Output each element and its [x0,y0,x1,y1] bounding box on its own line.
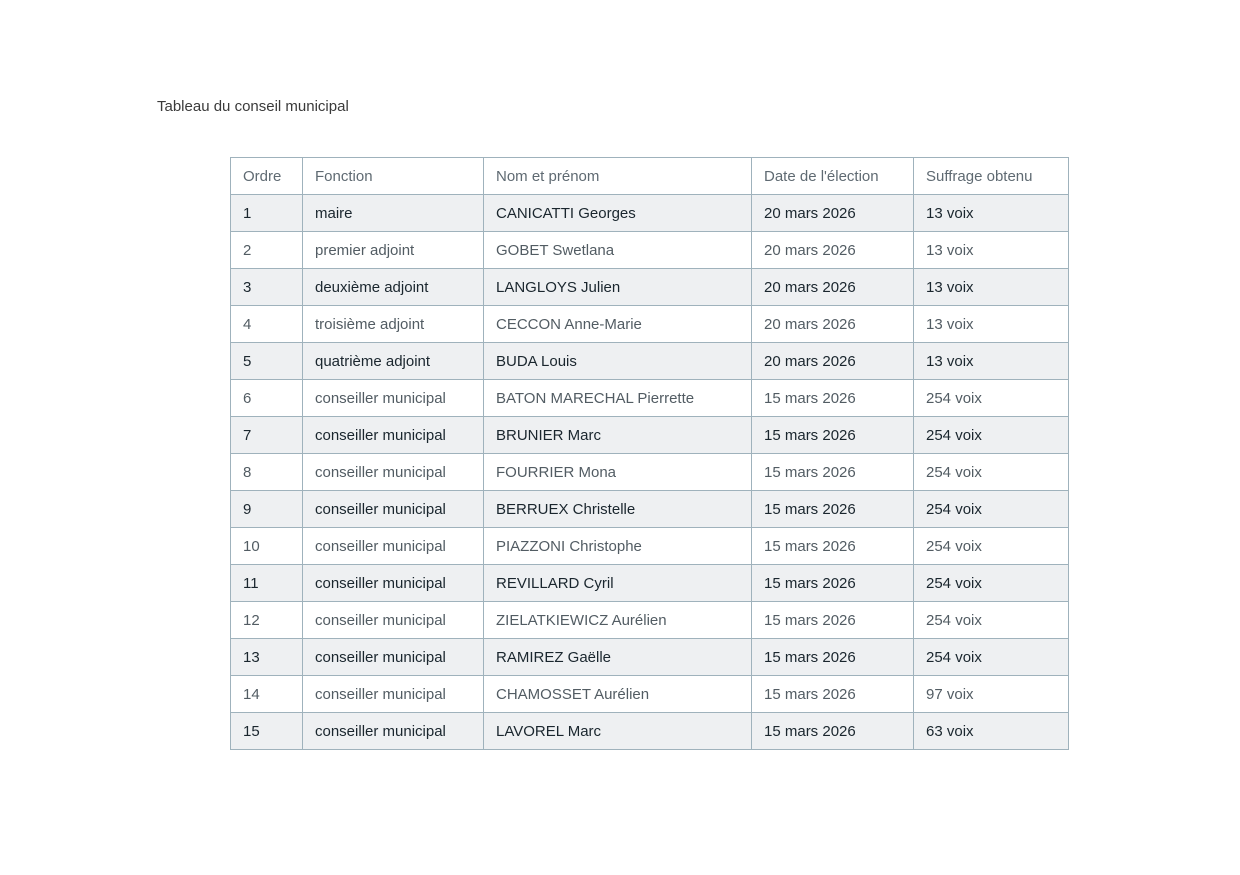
council-table [230,157,1069,750]
cell-ordre: 15 [231,713,303,750]
cell-ordre: 7 [231,417,303,454]
cell-date: 15 mars 2026 [752,528,914,565]
cell-ordre: 2 [231,232,303,269]
column-header-fonction: Fonction [303,158,484,195]
cell-date: 20 mars 2026 [752,306,914,343]
cell-fonction: premier adjoint [303,232,484,269]
cell-ordre: 5 [231,343,303,380]
cell-suffrage: 254 voix [914,491,1069,528]
cell-nom: PIAZZONI Christophe [484,528,752,565]
table-body [231,195,1069,750]
cell-suffrage: 13 voix [914,269,1069,306]
cell-fonction: conseiller municipal [303,565,484,602]
cell-nom: BRUNIER Marc [484,417,752,454]
cell-fonction: conseiller municipal [303,417,484,454]
cell-fonction: maire [303,195,484,232]
cell-ordre: 11 [231,565,303,602]
cell-date: 20 mars 2026 [752,232,914,269]
cell-ordre: 6 [231,380,303,417]
cell-date: 20 mars 2026 [752,343,914,380]
cell-suffrage: 254 voix [914,565,1069,602]
table-row [231,195,1069,232]
cell-fonction: conseiller municipal [303,454,484,491]
column-header-ordre: Ordre [231,158,303,195]
cell-fonction: conseiller municipal [303,602,484,639]
table-row [231,676,1069,713]
page-title: Tableau du conseil municipal [157,98,349,115]
table-row [231,269,1069,306]
cell-suffrage: 254 voix [914,454,1069,491]
cell-suffrage: 254 voix [914,602,1069,639]
cell-date: 15 mars 2026 [752,602,914,639]
cell-nom: CHAMOSSET Aurélien [484,676,752,713]
cell-date: 15 mars 2026 [752,417,914,454]
cell-nom: CECCON Anne-Marie [484,306,752,343]
cell-fonction: deuxième adjoint [303,269,484,306]
cell-suffrage: 254 voix [914,380,1069,417]
cell-fonction: conseiller municipal [303,639,484,676]
cell-suffrage: 254 voix [914,639,1069,676]
cell-date: 15 mars 2026 [752,676,914,713]
cell-nom: REVILLARD Cyril [484,565,752,602]
table-row [231,343,1069,380]
column-header-date: Date de l'élection [752,158,914,195]
cell-fonction: quatrième adjoint [303,343,484,380]
cell-nom: FOURRIER Mona [484,454,752,491]
cell-nom: BERRUEX Christelle [484,491,752,528]
table-row [231,639,1069,676]
cell-ordre: 14 [231,676,303,713]
column-header-suffrage: Suffrage obtenu [914,158,1069,195]
table-row [231,454,1069,491]
cell-date: 15 mars 2026 [752,454,914,491]
table-row [231,528,1069,565]
cell-nom: RAMIREZ Gaëlle [484,639,752,676]
cell-fonction: conseiller municipal [303,713,484,750]
cell-date: 15 mars 2026 [752,380,914,417]
column-header-nom: Nom et prénom [484,158,752,195]
cell-date: 15 mars 2026 [752,565,914,602]
cell-nom: ZIELATKIEWICZ Aurélien [484,602,752,639]
cell-fonction: conseiller municipal [303,491,484,528]
cell-ordre: 12 [231,602,303,639]
cell-nom: CANICATTI Georges [484,195,752,232]
cell-suffrage: 13 voix [914,306,1069,343]
cell-ordre: 13 [231,639,303,676]
cell-date: 20 mars 2026 [752,269,914,306]
cell-ordre: 9 [231,491,303,528]
table-row [231,232,1069,269]
cell-suffrage: 13 voix [914,343,1069,380]
cell-date: 15 mars 2026 [752,713,914,750]
cell-ordre: 8 [231,454,303,491]
cell-ordre: 1 [231,195,303,232]
cell-nom: GOBET Swetlana [484,232,752,269]
cell-suffrage: 63 voix [914,713,1069,750]
cell-date: 15 mars 2026 [752,491,914,528]
cell-nom: LANGLOYS Julien [484,269,752,306]
table-row [231,417,1069,454]
table-row [231,565,1069,602]
table-row [231,602,1069,639]
cell-suffrage: 13 voix [914,232,1069,269]
cell-ordre: 3 [231,269,303,306]
cell-suffrage: 13 voix [914,195,1069,232]
cell-nom: LAVOREL Marc [484,713,752,750]
table-row [231,713,1069,750]
cell-fonction: conseiller municipal [303,528,484,565]
cell-fonction: conseiller municipal [303,676,484,713]
cell-fonction: conseiller municipal [303,380,484,417]
cell-fonction: troisième adjoint [303,306,484,343]
table-row [231,380,1069,417]
cell-ordre: 10 [231,528,303,565]
cell-nom: BATON MARECHAL Pierrette [484,380,752,417]
cell-suffrage: 254 voix [914,528,1069,565]
cell-date: 15 mars 2026 [752,639,914,676]
cell-date: 20 mars 2026 [752,195,914,232]
cell-nom: BUDA Louis [484,343,752,380]
cell-suffrage: 97 voix [914,676,1069,713]
table-header-row [231,158,1069,195]
cell-ordre: 4 [231,306,303,343]
table-row [231,491,1069,528]
table-row [231,306,1069,343]
cell-suffrage: 254 voix [914,417,1069,454]
